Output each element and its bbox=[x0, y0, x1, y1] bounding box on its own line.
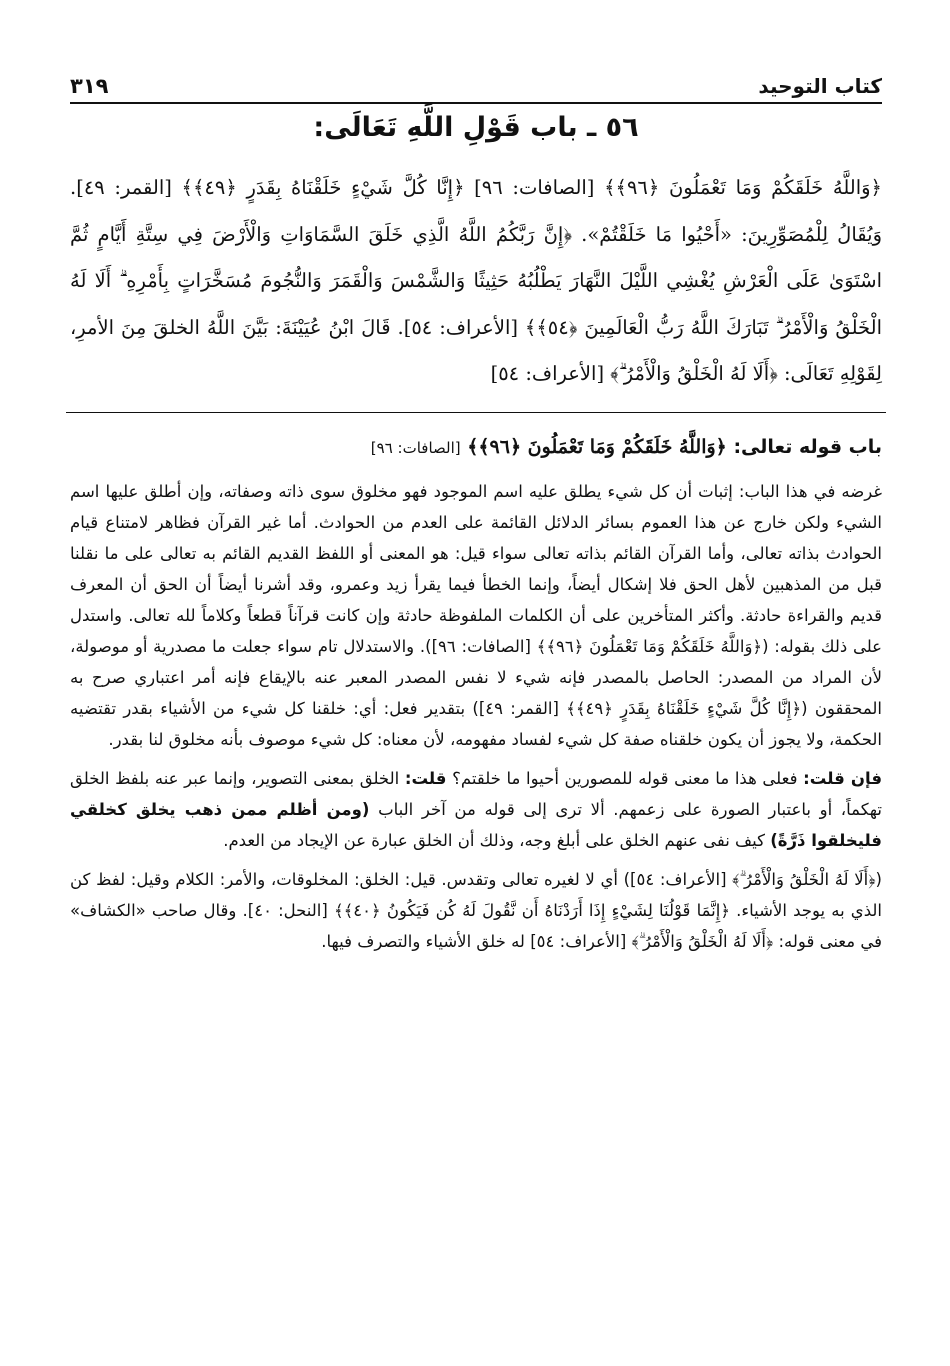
answer-ending: كيف نفى عنهم الخلق على أبلغ وجه، وذلك أن الخلق عبارة عن الإيجاد من العدم. bbox=[223, 831, 765, 850]
commentary-paragraph-2 bbox=[70, 763, 882, 856]
section-divider bbox=[66, 412, 886, 413]
answer-text: الخلق بمعنى التصوير، وإنما عبر عنه بلفظ الخلق تهكماً، أو باعتبار الصورة على زعمهم. ألا ترى إلى قوله من آخر الباب bbox=[70, 769, 883, 819]
page-number: ٣١٩ bbox=[70, 74, 109, 98]
heading-verse: ﴿وَاللَّهُ خَلَقَكُمْ وَمَا تَعْمَلُونَ ﴿٩٦﴾﴾ bbox=[467, 436, 727, 458]
answer-label: قلت: bbox=[404, 769, 447, 788]
hadith-quote: (ومن أظلم ممن ذهب يخلق كخلقي فليخلقوا ذَرَّةً) bbox=[70, 800, 882, 850]
question-text: فعلى هذا ما معنى قوله للمصورين أحيوا ما خلقتم؟ bbox=[452, 769, 798, 788]
question-label: فإن قلت: bbox=[803, 769, 882, 788]
heading-ref: [الصافات: ٩٦] bbox=[370, 439, 461, 457]
heading-label: باب قوله تعالى: bbox=[733, 436, 882, 458]
page-header bbox=[70, 58, 882, 104]
commentary-paragraph-1: غرضه في هذا الباب: إثبات أن كل شيء يطلق عليه اسم الموجود فهو مخلوق سوى ذاته وصفاته، وإن أطلق عليها اسم الشيء ولكن خارج عن هذا العموم بسائر الدلائل القائمة على العدم من الحوادث. أما غير القرآن فظاهر لامتناع قيام الحوادث بذاته تعالى، وأما القرآن القائم بذاته تعالى سواء قيل: هو المعنى أو اللفظ القديم القائم به تعالى على ما نقلنا قبل من المذهبين لأهل الحق فلا إشكال أيضاً، وإنما الخطأ فيما يقرأ زيد وعمرو، وقد أشرنا أيضاً أن الحق أن المعرف قديم والقراءة حادثة. وأكثر المتأخرين على أن الكلمات الملفوظة حادثة وإن كانت قرآناً قطعاً وكلاماً لله تعالى. واستدل على ذلك بقوله: (﴿وَاللَّهُ خَلَقَكُمْ وَمَا تَعْمَلُونَ ﴿٩٦﴾﴾ [الصافات: ٩٦]). والاستدلال تام سواء جعلت ما مصدرية أو موصولة، لأن المراد من المصدر: الحاصل بالمصدر فإنه شيء لا نفس المصدر المعبر عنه بالإيقاع فإنه أمر اعتباري صرح به المحققون (﴿إِنَّا كُلَّ شَيْءٍ خَلَقْنَاهُ بِقَدَرٍ ﴿٤٩﴾﴾ [القمر: ٤٩]) بتقدير فعل: أي: خلقنا كل شيء من الأشياء بقدر تقتضيه الحكمة، ولا يجوز أن يكون خلقناه صفة كل شيء لفساد مفهومه، لأن معناه: كل شيء موصوف بأنه مخلوق لنا بقدر. bbox=[70, 482, 883, 749]
chapter-title: ٥٦ ـ باب قَوْلِ اللَّهِ تَعَالَى: bbox=[313, 112, 639, 143]
commentary-heading bbox=[70, 432, 882, 464]
matn-text: ﴿وَاللَّهُ خَلَقَكُمْ وَمَا تَعْمَلُونَ ﴿٩٦﴾﴾ [الصافات: ٩٦] ﴿إِنَّا كُلَّ شَيْءٍ خَلَقْنَاهُ بِقَدَرٍ ﴿٤٩﴾﴾ [القمر: ٤٩]. وَيُقَالُ لِلْمُصَوِّرِينَ: «أَحْيُوا مَا خَلَقْتُمْ». ﴿إِنَّ رَبَّكُمُ اللَّهُ الَّذِي خَلَقَ السَّمَاوَاتِ وَالْأَرْضَ فِي سِتَّةِ أَيَّامٍ ثُمَّ اسْتَوَىٰ عَلَى الْعَرْشِ يُغْشِي اللَّيْلَ النَّهَارَ يَطْلُبُهُ حَثِيثًا وَالشَّمْسَ وَالْقَمَرَ وَالنُّجُومَ مُسَخَّرَاتٍ بِأَمْرِهِ ۗ أَلَا لَهُ الْخَلْقُ وَالْأَمْرُ ۗ تَبَارَكَ اللَّهُ رَبُّ الْعَالَمِينَ ﴿٥٤﴾﴾ [الأعراف: ٥٤]. قَالَ ابْنُ عُيَيْنَةَ: بَيَّنَ اللَّهُ الخلقَ مِنَ الأمرِ، لِقَوْلِهِ تَعَالَى: ﴿أَلَا لَهُ الْخَلْقُ وَالْأَمْرُ ۗ﴾ [الأعراف: ٥٤] bbox=[70, 176, 883, 385]
commentary-paragraph-3: (﴿أَلَا لَهُ الْخَلْقُ وَالْأَمْرُ ۗ﴾ [الأعراف: ٥٤]) أي لا لغيره تعالى وتقدس. قيل: الخلق: المخلوقات، والأمر: الكلام وقيل: لفظ كن الذي به يوجد الأشياء. ﴿إِنَّمَا قَوْلُنَا لِشَيْءٍ إِذَا أَرَدْنَاهُ أَن نَّقُولَ لَهُ كُن فَيَكُونُ ﴿٤٠﴾﴾ [النحل: ٤٠]. وقال صاحب «الكشاف» في معنى قوله: ﴿أَلَا لَهُ الْخَلْقُ وَالْأَمْرُ ۗ﴾ [الأعراف: ٥٤] له خلق الأشياء والتصرف فيها. bbox=[70, 870, 882, 951]
book-title: كتاب التوحيد bbox=[758, 74, 882, 98]
commentary bbox=[70, 432, 882, 965]
book-page bbox=[70, 0, 882, 1366]
